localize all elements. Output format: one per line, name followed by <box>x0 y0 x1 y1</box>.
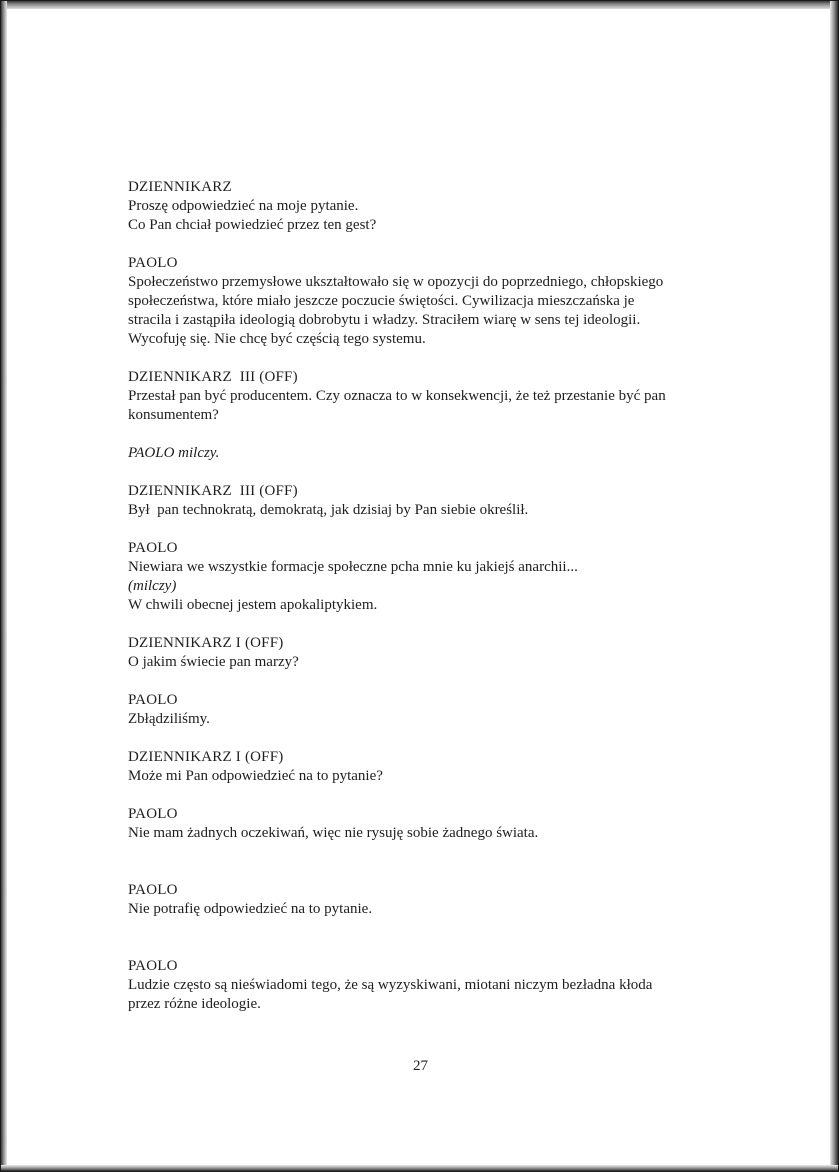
speaker-name: PAOLO <box>128 255 178 271</box>
speaker-name: PAOLO <box>128 692 178 708</box>
dialogue-entry <box>128 482 728 520</box>
speaker-name: PAOLO <box>128 540 178 556</box>
dialogue-line: Wycofuję się. Nie chcę być częścią tego systemu. <box>128 331 426 347</box>
speaker-name: DZIENNIKARZ III (OFF) <box>128 369 298 385</box>
dialogue-line: W chwili obecnej jestem apokaliptykiem. <box>128 597 378 613</box>
dialogue-line: Nie potrafię odpowiedzieć na to pytanie. <box>128 901 373 917</box>
script-text <box>128 178 728 1033</box>
dialogue-line: Proszę odpowiedzieć na moje pytanie. <box>128 198 359 214</box>
dialogue-entry <box>128 178 728 235</box>
dialogue-line: Zbłądziliśmy. <box>128 711 210 727</box>
dialogue-entry <box>128 368 728 425</box>
speaker-name: DZIENNIKARZ III (OFF) <box>128 483 298 499</box>
dialogue-line: społeczeństwa, które miało jeszcze poczucie świętości. Cywilizacja mieszczańska je <box>128 293 635 309</box>
dialogue-line: Był pan technokratą, demokratą, jak dzisiaj by Pan siebie określił. <box>128 502 529 518</box>
scan-edge-top <box>1 1 838 9</box>
dialogue-entry <box>128 539 728 615</box>
speaker-name: DZIENNIKARZ I (OFF) <box>128 749 284 765</box>
dialogue-line: Niewiara we wszystkie formacje społeczne pcha mnie ku jakiejś anarchii... <box>128 559 578 575</box>
parenthetical-direction: (milczy) <box>128 578 177 594</box>
dialogue-entry <box>128 634 728 672</box>
speaker-name: PAOLO <box>128 882 178 898</box>
dialogue-line: Co Pan chciał powiedzieć przez ten gest? <box>128 217 377 233</box>
dialogue-line: Może mi Pan odpowiedzieć na to pytanie? <box>128 768 383 784</box>
dialogue-entry <box>128 748 728 786</box>
stage-direction: PAOLO milczy. <box>128 445 220 461</box>
speaker-name: PAOLO <box>128 958 178 974</box>
speaker-name: DZIENNIKARZ I (OFF) <box>128 635 284 651</box>
speaker-name: DZIENNIKARZ <box>128 179 232 195</box>
dialogue-line: Nie mam żadnych oczekiwań, więc nie rysuję sobie żadnego świata. <box>128 825 539 841</box>
dialogue-line: przez różne ideologie. <box>128 996 261 1012</box>
scan-edge-right <box>830 1 838 1171</box>
scan-edge-left <box>1 1 7 1171</box>
speaker-name: PAOLO <box>128 806 178 822</box>
dialogue-entry <box>128 691 728 729</box>
dialogue-entry <box>128 805 728 843</box>
scan-edge-bottom <box>1 1165 838 1171</box>
dialogue-line: konsumentem? <box>128 407 219 423</box>
dialogue-line: stracila i zastąpiła ideologią dobrobytu i władzy. Straciłem wiarę w sens tej ideologii. <box>128 312 641 328</box>
dialogue-line: Społeczeństwo przemysłowe ukształtowało się w opozycji do poprzedniego, chłopskiego <box>128 274 664 290</box>
dialogue-entry <box>128 957 728 1014</box>
page-number: 27 <box>413 1058 428 1074</box>
dialogue-entry <box>128 881 728 919</box>
dialogue-line: Przestał pan być producentem. Czy oznacza to w konsekwencji, że też przestanie być pan <box>128 388 666 404</box>
dialogue-line: O jakim świecie pan marzy? <box>128 654 299 670</box>
dialogue-entry <box>128 254 728 349</box>
dialogue-line: Ludzie często są nieświadomi tego, że są wyzyskiwani, miotani niczym bezładna kłoda <box>128 977 653 993</box>
